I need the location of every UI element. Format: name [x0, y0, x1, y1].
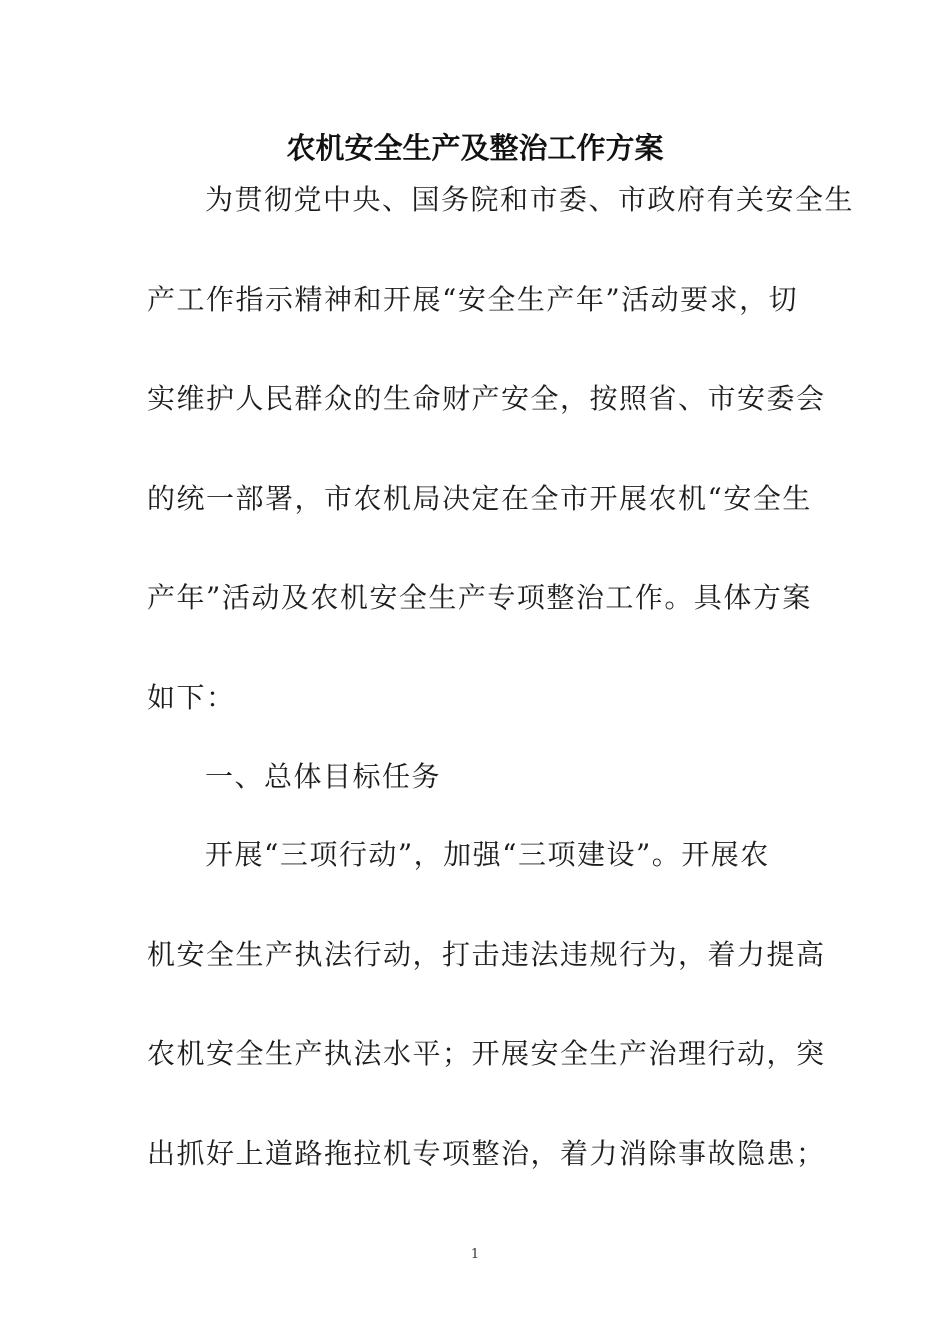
paragraph-line: 的统一部署，市农机局决定在全市开展农机“安全生: [147, 482, 812, 515]
paragraph-line: 为贯彻党中央、国务院和市委、市政府有关安全生: [205, 183, 855, 216]
paragraph-line: 出抓好上道路拖拉机专项整治，着力消除事故隐患；: [147, 1137, 826, 1170]
paragraph-line: 农机安全生产执法水平；开展安全生产治理行动，突: [147, 1037, 826, 1070]
paragraph-line: 产工作指示精神和开展“安全生产年”活动要求，切: [147, 283, 799, 316]
page-number: 1: [470, 1247, 480, 1262]
paragraph-line: 产年”活动及农机安全生产专项整治工作。具体方案: [147, 581, 812, 614]
paragraph-line: 机安全生产执法行动，打击违法违规行为，着力提高: [147, 938, 826, 971]
paragraph-line: 实维护人民群众的生命财产安全，按照省、市安委会: [147, 382, 826, 415]
paragraph-line: 开展“三项行动”，加强“三项建设”。开展农: [205, 838, 770, 871]
section-heading: 一、总体目标任务: [205, 760, 442, 793]
document-title: 农机安全生产及整治工作方案: [286, 131, 664, 165]
paragraph-line: 如下：: [147, 681, 236, 714]
